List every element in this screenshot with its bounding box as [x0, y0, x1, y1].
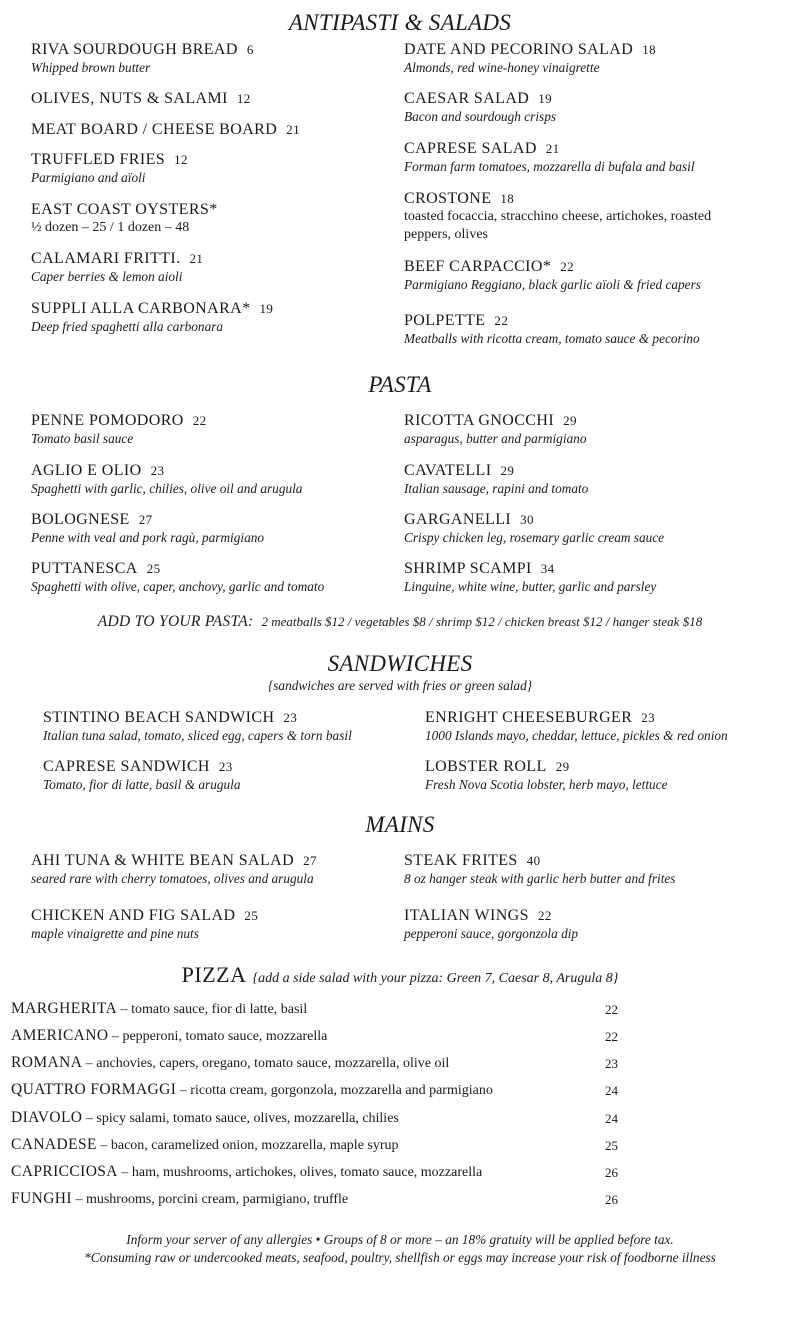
pizza-desc: ricotta cream, gorgonzola, mozzarella and parmigiano — [190, 1083, 493, 1098]
item-name: SUPPLI ALLA CARBONARA* — [31, 300, 251, 317]
menu-item — [425, 757, 668, 794]
menu-item — [31, 40, 254, 77]
menu-item — [31, 906, 258, 943]
item-desc: Parmigiano and aïoli — [31, 170, 146, 185]
item-name: CAPRESE SALAD — [404, 140, 537, 157]
item-name: SHRIMP SCAMPI — [404, 560, 532, 577]
menu-item — [404, 461, 588, 498]
item-name: PUTTANESCA — [31, 560, 138, 577]
menu-item — [404, 311, 700, 348]
item-desc: Linguine, white wine, butter, garlic and parsley — [404, 579, 657, 594]
item-desc: Forman farm tomatoes, mozzarella di bufala and basil — [404, 159, 695, 174]
pizza-row: FUNGHI – mushrooms, porcini cream, parmigiano, truffle 26 — [11, 1190, 618, 1207]
menu-item — [404, 139, 695, 176]
sandwiches-title: SANDWICHES — [327, 651, 473, 676]
menu-item — [404, 851, 675, 888]
pizza-desc: ham, mushrooms, artichokes, olives, tomato sauce, mozzarella — [131, 1165, 483, 1180]
item-desc: 1000 Islands mayo, cheddar, lettuce, pickles & red onion — [425, 728, 728, 743]
item-name: CAPRESE SANDWICH — [43, 758, 210, 775]
menu-item — [31, 120, 300, 139]
item-price: 23 — [218, 759, 233, 774]
item-name: PENNE POMODORO — [31, 412, 184, 429]
menu-item — [404, 257, 701, 294]
item-desc: Meatballs with ricotta cream, tomato sauce & pecorino — [404, 331, 700, 346]
item-name: STEAK FRITES — [404, 852, 518, 869]
item-price: 21 — [545, 141, 560, 156]
pizza-note: {add a side salad with your pizza: Green 7, Caesar 8, Arugula 8} — [252, 971, 619, 986]
item-price: 23 — [283, 710, 298, 725]
item-name: BOLOGNESE — [31, 511, 130, 528]
antipasti-title: ANTIPASTI & SALADS — [288, 10, 512, 35]
item-price: 25 — [244, 908, 259, 923]
pizza-desc: mushrooms, porcini cream, parmigiano, truffle — [85, 1192, 349, 1207]
pizza-name: AMERICANO — [11, 1027, 109, 1044]
item-name: ITALIAN WINGS — [404, 907, 529, 924]
item-price: 22 — [494, 313, 509, 328]
footer-allergy-note: Inform your server of any allergies • Groups of 8 or more – an 18% gratuity will be applied before tax. — [126, 1232, 674, 1247]
menu-item — [404, 411, 586, 448]
item-price: 12 — [236, 91, 251, 106]
addon-text: 2 meatballs $12 / vegetables $8 / shrimp $12 / chicken breast $12 / hanger steak $18 — [261, 614, 703, 629]
item-name: CALAMARI FRITTI. — [31, 250, 181, 267]
item-name: OLIVES, NUTS & SALAMI — [31, 90, 228, 107]
menu-item — [31, 411, 207, 448]
item-desc: Italian sausage, rapini and tomato — [404, 481, 589, 496]
item-price: 27 — [138, 512, 153, 527]
menu-item — [31, 150, 188, 187]
pizza-price: 25 — [605, 1138, 618, 1153]
item-name: CAESAR SALAD — [404, 90, 530, 107]
item-name: AGLIO E OLIO — [31, 462, 142, 479]
pizza-row: QUATTRO FORMAGGI – ricotta cream, gorgonzola, mozzarella and parmigiano 24 — [11, 1081, 618, 1098]
item-price: 21 — [286, 122, 300, 137]
item-desc: Spaghetti with garlic, chilies, olive oil and arugula — [31, 481, 303, 496]
item-desc: pepperoni sauce, gorgonzola dip — [404, 926, 579, 941]
item-desc: Fresh Nova Scotia lobster, herb mayo, lettuce — [425, 777, 668, 792]
menu-item — [43, 757, 241, 794]
pizza-name: CANADESE — [11, 1136, 97, 1153]
menu-item — [31, 299, 273, 336]
item-desc: Deep fried spaghetti alla carbonara — [31, 319, 224, 334]
item-price: 6 — [246, 42, 254, 57]
menu-item — [404, 189, 734, 244]
menu-item — [31, 249, 203, 286]
pizza-header — [0, 962, 800, 988]
item-price: 23 — [150, 463, 165, 478]
pizza-price: 26 — [605, 1192, 618, 1207]
item-price: 40 — [526, 853, 541, 868]
menu-item — [31, 851, 317, 888]
item-desc: Parmigiano Reggiano, black garlic aïoli & fried capers — [404, 277, 701, 292]
item-name: MEAT BOARD / CHEESE BOARD — [31, 121, 278, 138]
menu-item — [404, 510, 664, 547]
pizza-name: QUATTRO FORMAGGI — [11, 1081, 177, 1098]
item-desc: asparagus, butter and parmigiano — [404, 431, 587, 446]
item-name: POLPETTE — [404, 312, 486, 329]
item-price: 18 — [500, 191, 515, 206]
item-name: CROSTONE — [404, 190, 492, 207]
item-price: 19 — [259, 301, 274, 316]
pizza-price: 23 — [605, 1056, 618, 1071]
pizza-desc: anchovies, capers, oregano, tomato sauce, mozzarella, olive oil — [96, 1056, 450, 1071]
item-name: STINTINO BEACH SANDWICH — [43, 709, 275, 726]
item-name: RICOTTA GNOCCHI — [404, 412, 555, 429]
menu-item — [43, 708, 352, 745]
sandwiches-note: {sandwiches are served with fries or green salad} — [267, 678, 533, 693]
item-name: LOBSTER ROLL — [425, 758, 547, 775]
item-desc: ½ dozen – 25 / 1 dozen – 48 — [31, 220, 190, 235]
item-name: EAST COAST OYSTERS* — [31, 201, 218, 218]
menu-item — [31, 461, 302, 498]
menu-item — [31, 89, 251, 108]
item-desc: Caper berries & lemon aioli — [31, 269, 183, 284]
item-desc: Spaghetti with olive, caper, anchovy, garlic and tomato — [31, 579, 325, 594]
pasta-title: PASTA — [368, 372, 432, 397]
item-desc: Bacon and sourdough crisps — [404, 109, 557, 124]
item-name: DATE AND PECORINO SALAD — [404, 41, 634, 58]
item-desc: Italian tuna salad, tomato, sliced egg, capers & torn basil — [43, 728, 352, 743]
item-price: 22 — [537, 908, 552, 923]
pizza-name: MARGHERITA — [11, 1000, 118, 1017]
pizza-desc: tomato sauce, fior di latte, basil — [131, 1002, 308, 1017]
mains-title: MAINS — [365, 812, 435, 837]
item-price: 19 — [538, 91, 553, 106]
item-price: 34 — [540, 561, 555, 576]
item-price: 25 — [146, 561, 161, 576]
menu-item — [425, 708, 728, 745]
pizza-name: ROMANA — [11, 1054, 83, 1071]
pizza-price: 22 — [605, 1002, 618, 1017]
item-desc: Tomato, fior di latte, basil & arugula — [43, 777, 241, 792]
pizza-price: 24 — [605, 1083, 618, 1098]
pizza-row: ROMANA – anchovies, capers, oregano, tomato sauce, mozzarella, olive oil 23 — [11, 1054, 618, 1071]
item-desc: 8 oz hanger steak with garlic herb butter and frites — [404, 871, 676, 886]
item-desc: Crispy chicken leg, rosemary garlic cream sauce — [404, 530, 665, 545]
pizza-row: AMERICANO – pepperoni, tomato sauce, mozzarella 22 — [11, 1027, 618, 1044]
item-price: 22 — [192, 413, 207, 428]
pizza-row: CAPRICCIOSA – ham, mushrooms, artichokes, olives, tomato sauce, mozzarella 26 — [11, 1163, 618, 1180]
pizza-name: CAPRICCIOSA — [11, 1163, 118, 1180]
pizza-row: CANADESE – bacon, caramelized onion, mozzarella, maple syrup 25 — [11, 1136, 618, 1153]
item-price: 22 — [560, 259, 575, 274]
item-price: 29 — [500, 463, 515, 478]
item-price: 23 — [641, 710, 656, 725]
item-price: 12 — [174, 152, 188, 167]
item-desc: seared rare with cherry tomatoes, olives and arugula — [31, 871, 314, 886]
menu-item — [404, 906, 578, 943]
item-price: 27 — [303, 853, 317, 868]
pizza-row: DIAVOLO – spicy salami, tomato sauce, olives, mozzarella, chilies 24 — [11, 1109, 618, 1126]
pizza-price: 26 — [605, 1165, 618, 1180]
item-name: CHICKEN AND FIG SALAD — [31, 907, 236, 924]
item-desc: Tomato basil sauce — [31, 431, 134, 446]
menu-item — [31, 510, 264, 547]
addon-label: ADD TO YOUR PASTA: — [97, 613, 254, 630]
item-price: 18 — [642, 42, 657, 57]
pizza-name: DIAVOLO — [11, 1109, 83, 1126]
item-name: GARGANELLI — [404, 511, 512, 528]
menu-item — [404, 559, 656, 596]
pizza-name: FUNGHI — [11, 1190, 72, 1207]
pizza-desc: spicy salami, tomato sauce, olives, mozzarella, chilies — [96, 1111, 399, 1126]
item-name: AHI TUNA & WHITE BEAN SALAD — [31, 852, 295, 869]
pizza-price: 24 — [605, 1111, 618, 1126]
pasta-addon-note — [0, 613, 800, 631]
item-name: BEEF CARPACCIO* — [404, 258, 552, 275]
pizza-row: MARGHERITA – tomato sauce, fior di latte, basil 22 — [11, 1000, 618, 1017]
item-name: RIVA SOURDOUGH BREAD — [31, 41, 238, 58]
item-desc: toasted focaccia, stracchino cheese, artichokes, roasted peppers, olives — [404, 209, 712, 242]
pizza-price: 22 — [605, 1029, 618, 1044]
pizza-title: PIZZA — [181, 962, 247, 987]
item-price: 29 — [555, 759, 570, 774]
item-desc: Whipped brown butter — [31, 60, 151, 75]
menu-item — [404, 40, 656, 77]
pizza-desc: bacon, caramelized onion, mozzarella, maple syrup — [110, 1138, 399, 1153]
menu-item — [31, 200, 218, 237]
item-desc: Almonds, red wine-honey vinaigrette — [404, 60, 600, 75]
item-name: CAVATELLI — [404, 462, 492, 479]
item-price: 30 — [520, 512, 534, 527]
pizza-desc: pepperoni, tomato sauce, mozzarella — [122, 1029, 328, 1044]
item-price: 29 — [563, 413, 577, 428]
item-name: ENRIGHT CHEESEBURGER — [425, 709, 633, 726]
menu-item — [31, 559, 324, 596]
item-name: TRUFFLED FRIES — [31, 151, 166, 168]
footer-raw-warning: *Consuming raw or undercooked meats, seafood, poultry, shellfish or eggs may increase your risk of foodborne illness — [84, 1250, 716, 1265]
menu-item — [404, 89, 556, 126]
item-price: 21 — [189, 251, 204, 266]
item-desc: maple vinaigrette and pine nuts — [31, 926, 199, 941]
item-desc: Penne with veal and pork ragù, parmigiano — [31, 530, 265, 545]
